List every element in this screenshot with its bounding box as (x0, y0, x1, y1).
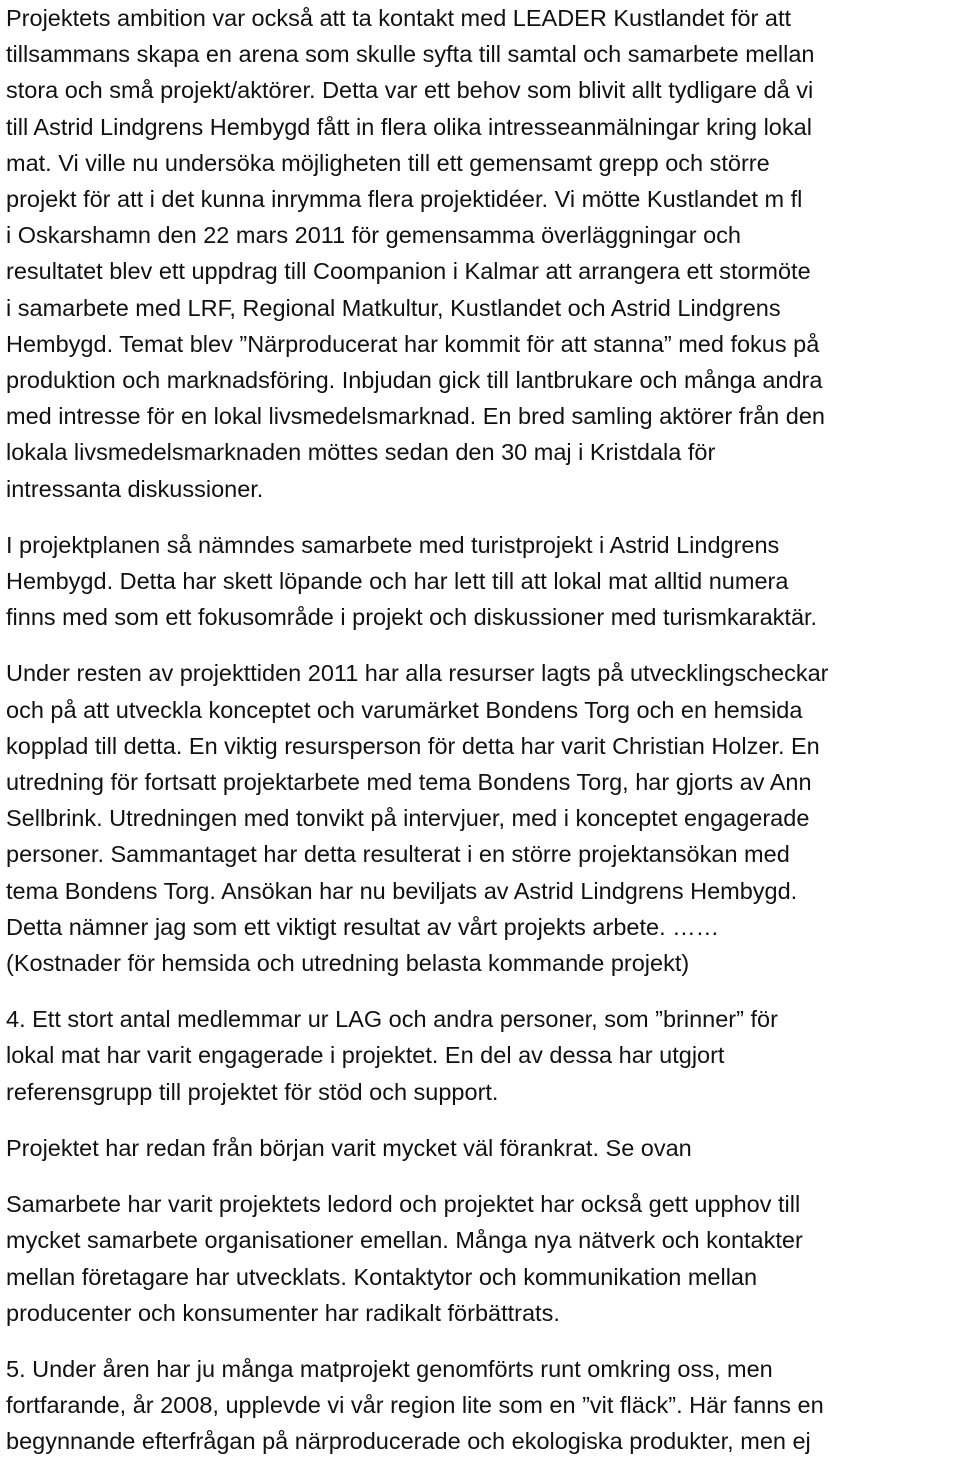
paragraph-bondens-torg (6, 655, 956, 981)
text-line: Hembygd. Temat blev ”Närproducerat har kommit för att stanna” med fokus på (6, 330, 820, 357)
text-line: med intresse för en lokal livsmedelsmarknad. En bred samling aktörer från den (6, 403, 825, 430)
paragraph-leader-collaboration (6, 0, 956, 507)
text-line: referensgrupp till projektet för stöd och support. (6, 1078, 499, 1105)
text-line: utredning för fortsatt projektarbete med tema Bondens Torg, har gjorts av Ann (6, 769, 812, 796)
text-line: Detta nämner jag som ett viktigt resultat av vårt projekts arbete. …… (6, 913, 720, 940)
text-line: (Kostnader för hemsida och utredning belasta kommande projekt) (6, 950, 690, 977)
text-line: Projektet har redan från början varit mycket väl förankrat. Se ovan (6, 1134, 692, 1161)
paragraph-item-4 (6, 1001, 956, 1110)
text-line: producenter och konsumenter har radikalt förbättrats. (6, 1299, 560, 1326)
text-line: tillsammans skapa en arena som skulle syfta till samtal och samarbete mellan (6, 41, 815, 68)
text-line: personer. Sammantaget har detta resulterat i en större projektansökan med (6, 841, 790, 868)
text-line: 4. Ett stort antal medlemmar ur LAG och andra personer, som ”brinner” för (6, 1006, 778, 1033)
text-line: tema Bondens Torg. Ansökan har nu beviljats av Astrid Lindgrens Hembygd. (6, 877, 798, 904)
text-line: Sellbrink. Utredningen med tonvikt på intervjuer, med i konceptet engagerade (6, 805, 810, 832)
text-line: resultatet blev ett uppdrag till Coompanion i Kalmar att arrangera ett stormöte (6, 258, 811, 285)
text-line: begynnande efterfrågan på närproducerade och ekologiska produkter, men ej (6, 1428, 811, 1455)
text-line: lokala livsmedelsmarknaden möttes sedan den 30 maj i Kristdala för (6, 439, 716, 466)
text-line: i Oskarshamn den 22 mars 2011 för gemensamma överläggningar och (6, 222, 741, 249)
paragraph-item-5 (6, 1351, 956, 1460)
document-page (6, 0, 956, 1460)
text-line: mellan företagare har utvecklats. Kontaktytor och kommunikation mellan (6, 1263, 758, 1290)
text-line: mycket samarbete organisationer emellan. Många nya nätverk och kontakter (6, 1227, 803, 1254)
text-line: finns med som ett fokusområde i projekt och diskussioner med turismkaraktär. (6, 604, 818, 631)
paragraph-tourism-projects (6, 527, 956, 636)
text-line: kopplad till detta. En viktig resursperson för detta har varit Christian Holzer. En (6, 732, 820, 759)
text-line: Hembygd. Detta har skett löpande och har lett till att lokal mat alltid numera (6, 568, 789, 595)
text-line: till Astrid Lindgrens Hembygd fått in flera olika intresseanmälningar kring lokal (6, 113, 812, 140)
paragraph-cooperation (6, 1186, 956, 1331)
text-line: i samarbete med LRF, Regional Matkultur, Kustlandet och Astrid Lindgrens (6, 294, 781, 321)
text-line: Projektets ambition var också att ta kontakt med LEADER Kustlandet för att (6, 5, 792, 31)
text-line: mat. Vi ville nu undersöka möjligheten till ett gemensamt grepp och större (6, 149, 770, 176)
text-line: 5. Under åren har ju många matprojekt genomförts runt omkring oss, men (6, 1355, 773, 1382)
text-line: stora och små projekt/aktörer. Detta var ett behov som blivit allt tydligare då vi (6, 77, 814, 104)
text-line: lokal mat har varit engagerade i projektet. En del av dessa har utgjort (6, 1042, 725, 1069)
text-line: Under resten av projekttiden 2011 har alla resurser lagts på utvecklingscheckar (6, 660, 829, 687)
text-line: och på att utveckla konceptet och varumärket Bondens Torg och en hemsida (6, 696, 803, 723)
text-line: I projektplanen så nämndes samarbete med turistprojekt i Astrid Lindgrens (6, 531, 780, 558)
text-line: Samarbete har varit projektets ledord och projektet har också gett upphov till (6, 1191, 801, 1218)
text-line: fortfarande, år 2008, upplevde vi vår region lite som en ”vit fläck”. Här fanns en (6, 1392, 824, 1419)
text-line: intressanta diskussioner. (6, 475, 264, 502)
text-line: produktion och marknadsföring. Inbjudan gick till lantbrukare och många andra (6, 367, 823, 394)
paragraph-anchoring (6, 1130, 956, 1166)
text-line: projekt för att i det kunna inrymma flera projektidéer. Vi mötte Kustlandet m fl (6, 186, 803, 213)
